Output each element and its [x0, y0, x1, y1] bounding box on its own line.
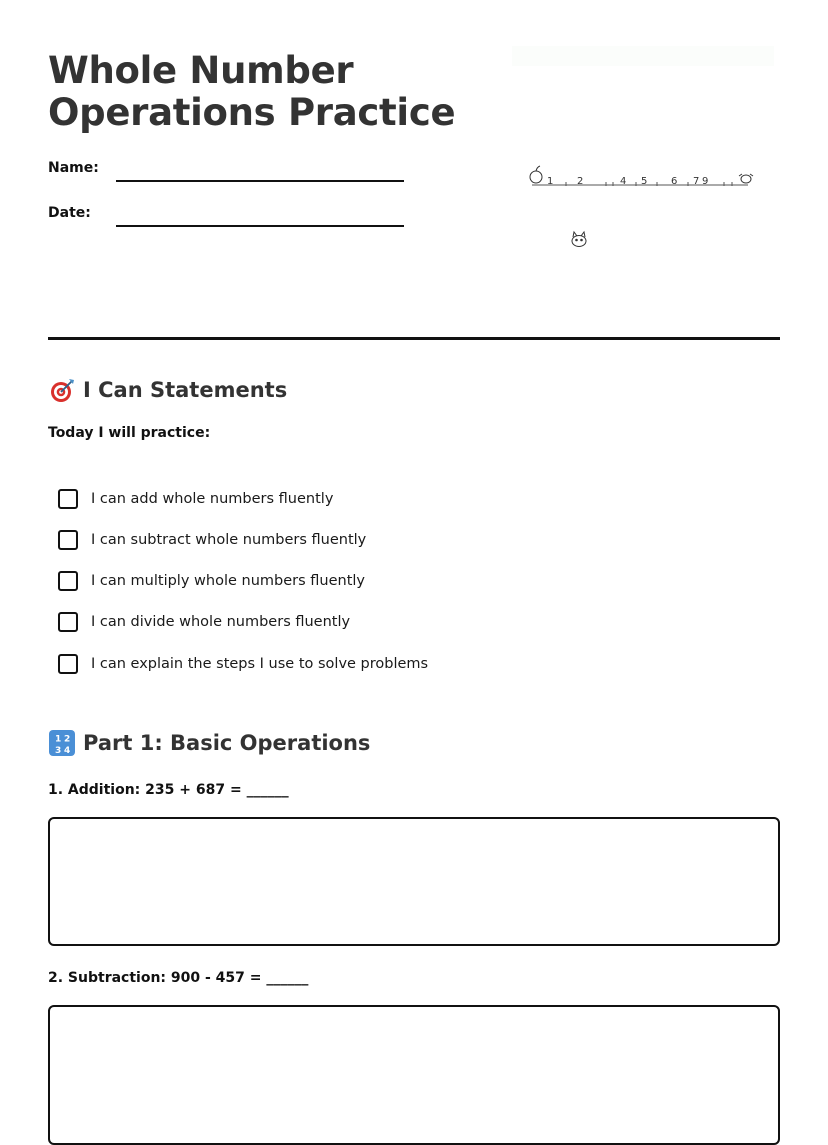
i-can-heading — [48, 376, 287, 404]
ruler-number: 5 — [641, 176, 648, 187]
date-line[interactable] — [116, 225, 404, 227]
checkbox[interactable] — [58, 571, 78, 591]
question-2-label: 2. Subtraction: 900 - 457 = ______ — [48, 970, 309, 986]
checkbox[interactable] — [58, 654, 78, 674]
i-can-item[interactable] — [58, 654, 428, 674]
apple-icon — [530, 166, 542, 183]
i-can-heading-text: I Can Statements — [83, 378, 288, 402]
worksheet-title — [48, 50, 455, 134]
ruler-number: 1 — [547, 176, 554, 187]
svg-text:2: 2 — [64, 734, 71, 745]
svg-text:3: 3 — [55, 746, 62, 756]
question-1-answer-box[interactable] — [48, 817, 780, 946]
checkbox[interactable] — [58, 489, 78, 509]
svg-text:1: 1 — [55, 734, 62, 745]
i-can-item-text: I can multiply whole numbers fluently — [91, 573, 365, 589]
i-can-item[interactable] — [58, 612, 350, 632]
ruler-number: 6 — [671, 176, 678, 187]
i-can-item[interactable] — [58, 489, 333, 509]
practice-subtitle: Today I will practice: — [48, 425, 211, 441]
ruler-number: 7 — [693, 176, 700, 187]
date-label: Date: — [48, 205, 91, 221]
header-divider — [48, 337, 780, 340]
name-label: Name: — [48, 160, 99, 176]
target-icon — [48, 376, 76, 404]
title-line-1: Whole Number — [48, 49, 354, 92]
i-can-item[interactable] — [58, 571, 365, 591]
dog-face-icon — [739, 174, 753, 183]
number-line-illustration — [526, 160, 756, 255]
svg-text:4: 4 — [64, 746, 71, 756]
question-1-label: 1. Addition: 235 + 687 = ______ — [48, 782, 289, 798]
checkbox[interactable] — [58, 530, 78, 550]
i-can-item-text: I can subtract whole numbers fluently — [91, 532, 367, 548]
i-can-item-text: I can divide whole numbers fluently — [91, 614, 351, 630]
i-can-item[interactable] — [58, 530, 366, 550]
ruler-number: 2 — [577, 176, 584, 187]
part1-heading-text: Part 1: Basic Operations — [83, 731, 371, 755]
cat-face-icon — [572, 232, 586, 247]
part1-heading — [48, 729, 370, 757]
ruler-number: 4 — [620, 176, 627, 187]
i-can-item-text: I can explain the steps I use to solve problems — [91, 656, 429, 672]
name-line[interactable] — [116, 180, 404, 182]
i-can-item-text: I can add whole numbers fluently — [91, 491, 334, 507]
header-art-strip — [512, 46, 774, 66]
number-keycap-icon — [48, 729, 76, 757]
title-line-2: Operations Practice — [48, 91, 456, 134]
ruler-number: 9 — [702, 176, 709, 187]
question-2-answer-box[interactable] — [48, 1005, 780, 1145]
checkbox[interactable] — [58, 612, 78, 632]
